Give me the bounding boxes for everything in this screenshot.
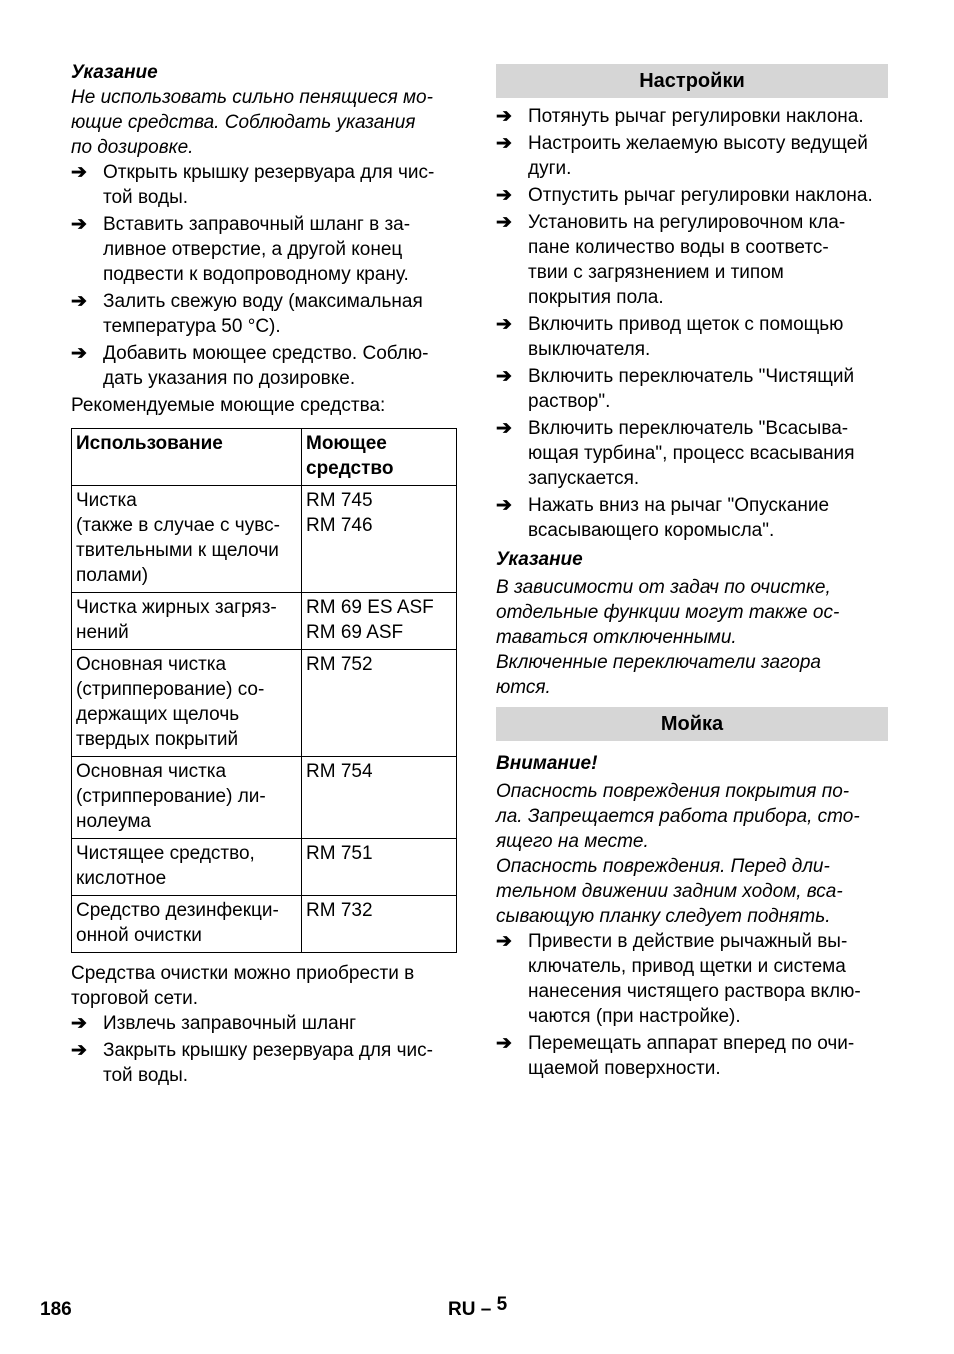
wash-heading: Мойка [496, 707, 888, 741]
list-item: ➔ Перемещать аппарат вперед по очи- щаемой поверхности. [496, 1033, 855, 1079]
left-column [71, 60, 459, 1090]
finish-steps-list [71, 1011, 459, 1088]
settings-steps-list [496, 104, 888, 543]
list-item: ➔ Потянуть рычаг регулировки наклона. [496, 106, 864, 127]
list-item: ➔ Включить переключатель "Всасыва- ющая турбина", процесс всасывания запускается. [496, 418, 855, 489]
arrow-icon: ➔ [496, 931, 512, 952]
list-item: ➔ Настроить желаемую высоту ведущей дуги. [496, 133, 868, 179]
list-item: ➔ Отпустить рычаг регулировки наклона. [496, 185, 873, 206]
arrow-icon: ➔ [71, 214, 87, 235]
arrow-icon: ➔ [71, 1013, 87, 1034]
table-cell-usage: Чистка жирных загряз- нений [72, 593, 302, 650]
arrow-icon: ➔ [496, 106, 512, 127]
list-item: ➔ Включить переключатель "Чистящий раствор". [496, 366, 855, 412]
arrow-icon: ➔ [496, 185, 512, 206]
table-row [72, 896, 457, 953]
note-title: Указание [496, 549, 583, 570]
wash-steps-list [496, 929, 888, 1081]
dash: – [480, 1299, 492, 1320]
list-item: ➔ Нажать вниз на рычаг "Опускание всасывающего коромысла". [496, 495, 830, 541]
table-row [72, 593, 457, 650]
list-item: ➔ Привести в действие рычажный вы- ключатель, привод щетки и система нанесения чистящего раствора вклю- чаются (при настройке). [496, 931, 861, 1027]
purchase-note: Средства очистки можно приобрести в торговой сети. [71, 963, 415, 1009]
right-column [496, 64, 888, 1083]
section-page-number: 5 [496, 1294, 508, 1315]
arrow-icon: ➔ [496, 212, 512, 233]
table-cell-usage: Основная чистка (стрипперование) со- держащих щелочь твердых покрытий [72, 650, 302, 757]
note-text: В зависимости от задач по очистке, отдельные функции могут также ос- таваться отключенными. Включенные переключатели загора ются. [496, 577, 840, 698]
page-number: 186 [40, 1299, 72, 1320]
list-item: ➔ Вставить заправочный шланг в за- ливное отверстие, а другой конец подвести к водопроводному крану. [71, 214, 411, 285]
arrow-icon: ➔ [496, 418, 512, 439]
table-cell-usage: Чистка (также в случае с чувс- твительными к щелочи полами) [72, 486, 302, 593]
table-cell-detergent: RM 745 RM 746 [302, 486, 457, 593]
table-row [72, 757, 457, 839]
table-cell-usage: Основная чистка (стрипперование) ли- нолеума [72, 757, 302, 839]
settings-heading: Настройки [496, 64, 888, 98]
table-cell-usage: Средство дезинфекци- онной очистки [72, 896, 302, 953]
language-code: RU [448, 1299, 476, 1320]
warning-title: Внимание! [496, 753, 598, 774]
table-header-row [72, 429, 457, 486]
table-cell-detergent: RM 69 ES ASF RM 69 ASF [302, 593, 457, 650]
arrow-icon: ➔ [496, 366, 512, 387]
detergent-table [71, 428, 457, 953]
column-header-usage: Использование [72, 429, 302, 486]
table-row [72, 650, 457, 757]
section-page-label [448, 1294, 508, 1322]
table-cell-detergent: RM 732 [302, 896, 457, 953]
arrow-icon: ➔ [71, 1040, 87, 1061]
arrow-icon: ➔ [71, 343, 87, 364]
table-row [72, 486, 457, 593]
table-row [72, 839, 457, 896]
warning-text: Опасность повреждения покрытия по- ла. Запрещается работа прибора, сто- ящего на месте. Опасность повреждения. Перед дли- тельном движении задним ходом, вса- сывающую планку следует поднять. [496, 781, 860, 927]
arrow-icon: ➔ [496, 133, 512, 154]
list-item: ➔ Извлечь заправочный шланг [71, 1013, 357, 1034]
table-cell-detergent: RM 754 [302, 757, 457, 839]
note-title: Указание [71, 62, 158, 83]
table-cell-usage: Чистящее средство, кислотное [72, 839, 302, 896]
list-item: ➔ Открыть крышку резервуара для чис- той воды. [71, 162, 435, 208]
fill-steps-list [71, 160, 459, 391]
arrow-icon: ➔ [496, 1033, 512, 1054]
table-cell-detergent: RM 751 [302, 839, 457, 896]
list-item: ➔ Залить свежую воду (максимальная температура 50 °C). [71, 291, 423, 337]
note-text: Не использовать сильно пенящиеся мо- ющие средства. Соблюдать указания по дозировке. [71, 87, 433, 158]
arrow-icon: ➔ [496, 314, 512, 335]
recommended-label: Рекомендуемые моющие средства: [71, 395, 386, 416]
arrow-icon: ➔ [71, 162, 87, 183]
arrow-icon: ➔ [71, 291, 87, 312]
list-item: ➔ Включить привод щеток с помощью выключателя. [496, 314, 844, 360]
list-item: ➔ Закрыть крышку резервуара для чис- той воды. [71, 1040, 433, 1086]
list-item: ➔ Установить на регулировочном кла- пане количество воды в соответс- твии с загрязнением и типом покрытия пола. [496, 212, 846, 308]
list-item: ➔ Добавить моющее средство. Соблю- дать указания по дозировке. [71, 343, 429, 389]
column-header-detergent: Моющее средство [302, 429, 457, 486]
arrow-icon: ➔ [496, 495, 512, 516]
table-cell-detergent: RM 752 [302, 650, 457, 757]
